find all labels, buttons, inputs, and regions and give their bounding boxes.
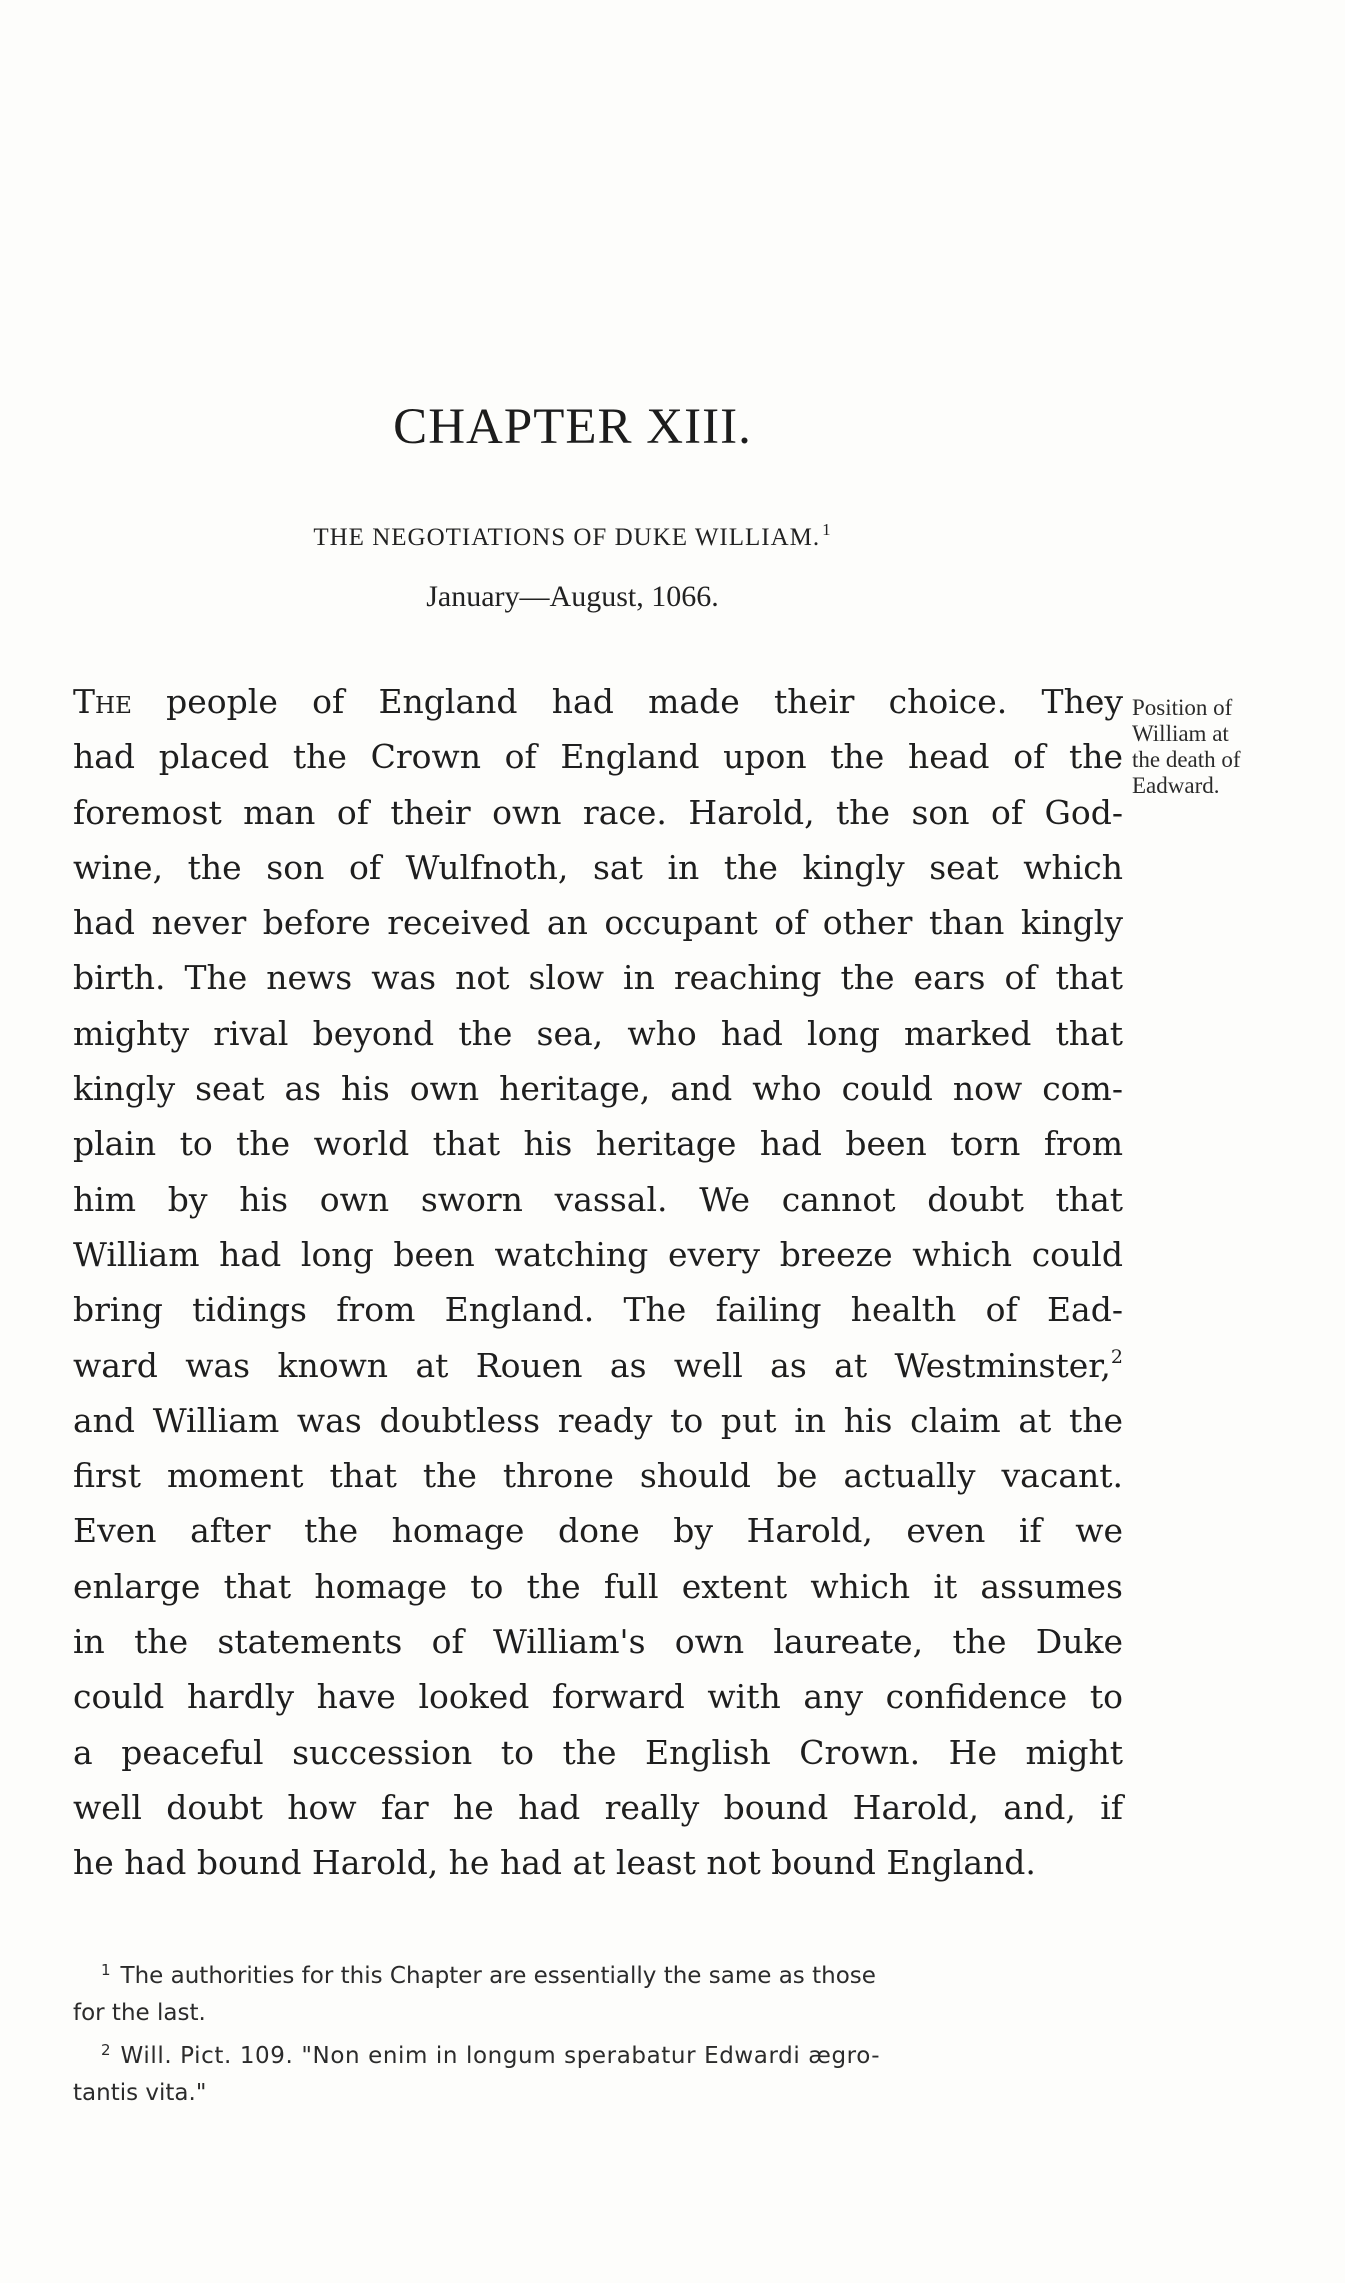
footnote-1-line: for the last. xyxy=(73,2000,206,2026)
margin-note-line: Eadward. xyxy=(1132,773,1220,798)
footnote-1-mark: 1 xyxy=(101,1961,111,1979)
chapter-subtitle xyxy=(0,520,1145,552)
body-paragraph xyxy=(73,674,1123,1891)
text-line: had never before received an occupant of other than kingly xyxy=(73,903,1123,943)
text-line-content: people of England had made their choice. They xyxy=(131,682,1123,721)
opening-word: The xyxy=(73,682,132,721)
text-line xyxy=(73,1338,1123,1393)
footnote-ref-1: 1 xyxy=(822,520,832,539)
margin-note-line: William at xyxy=(1132,721,1229,746)
text-line: first moment that the throne should be actually vacant. xyxy=(73,1456,1123,1496)
text-line: and William was doubtless ready to put in his claim at the xyxy=(73,1400,1123,1440)
text-line-content: ward was known at Rouen as well as at Westminster, xyxy=(73,1345,1111,1385)
text-line: foremost man of their own race. Harold, the son of God- xyxy=(73,792,1123,832)
footnote-2-line: tantis vita." xyxy=(73,2080,207,2106)
chapter-date: January—August, 1066. xyxy=(426,580,719,613)
text-line: plain to the world that his heritage had been torn from xyxy=(73,1124,1123,1164)
margin-note-line: the death of xyxy=(1132,747,1241,772)
text-line: had placed the Crown of England upon the head of the xyxy=(73,737,1123,777)
margin-note-line: Position of xyxy=(1132,695,1233,720)
footnote-ref-2: 2 xyxy=(1110,1345,1123,1368)
text-line: bring tidings from England. The failing health of Ead- xyxy=(73,1290,1123,1330)
footnote-2-mark: 2 xyxy=(101,2041,111,2059)
footnote-1-line xyxy=(73,1952,1123,1995)
chapter-title: CHAPTER XIII. xyxy=(393,399,752,455)
text-line: birth. The news was not slow in reaching the ears of that xyxy=(73,958,1123,998)
footnotes xyxy=(73,1952,1123,2112)
text-line: enlarge that homage to the full extent which it assumes xyxy=(73,1566,1123,1606)
text-line: Even after the homage done by Harold, even if we xyxy=(73,1511,1123,1551)
text-line: well doubt how far he had really bound Harold, and, if xyxy=(73,1787,1123,1827)
text-line: wine, the son of Wulfnoth, sat in the kingly seat which xyxy=(73,847,1123,887)
text-line xyxy=(73,674,1123,729)
text-line: could hardly have looked forward with any confidence to xyxy=(73,1677,1123,1717)
footnote-2-line xyxy=(73,2032,1123,2075)
text-line: he had bound Harold, he had at least not bound England. xyxy=(73,1843,1036,1883)
chapter-subtitle-text: THE NEGOTIATIONS OF DUKE WILLIAM. xyxy=(313,524,821,551)
text-line: William had long been watching every breeze which could xyxy=(73,1234,1123,1274)
text-line: a peaceful succession to the English Crown. He might xyxy=(73,1732,1123,1772)
text-line: mighty rival beyond the sea, who had long marked that xyxy=(73,1013,1123,1053)
text-line: kingly seat as his own heritage, and who could now com- xyxy=(73,1069,1123,1109)
footnote-2-text: Will. Pict. 109. "Non enim in longum sperabatur Edwardi ægro- xyxy=(120,2043,881,2069)
footnote-1-text: The authorities for this Chapter are essentially the same as those xyxy=(120,1963,876,1989)
margin-note xyxy=(1132,695,1332,799)
text-line: him by his own sworn vassal. We cannot doubt that xyxy=(73,1179,1123,1219)
text-line: in the statements of William's own laureate, the Duke xyxy=(73,1622,1123,1662)
